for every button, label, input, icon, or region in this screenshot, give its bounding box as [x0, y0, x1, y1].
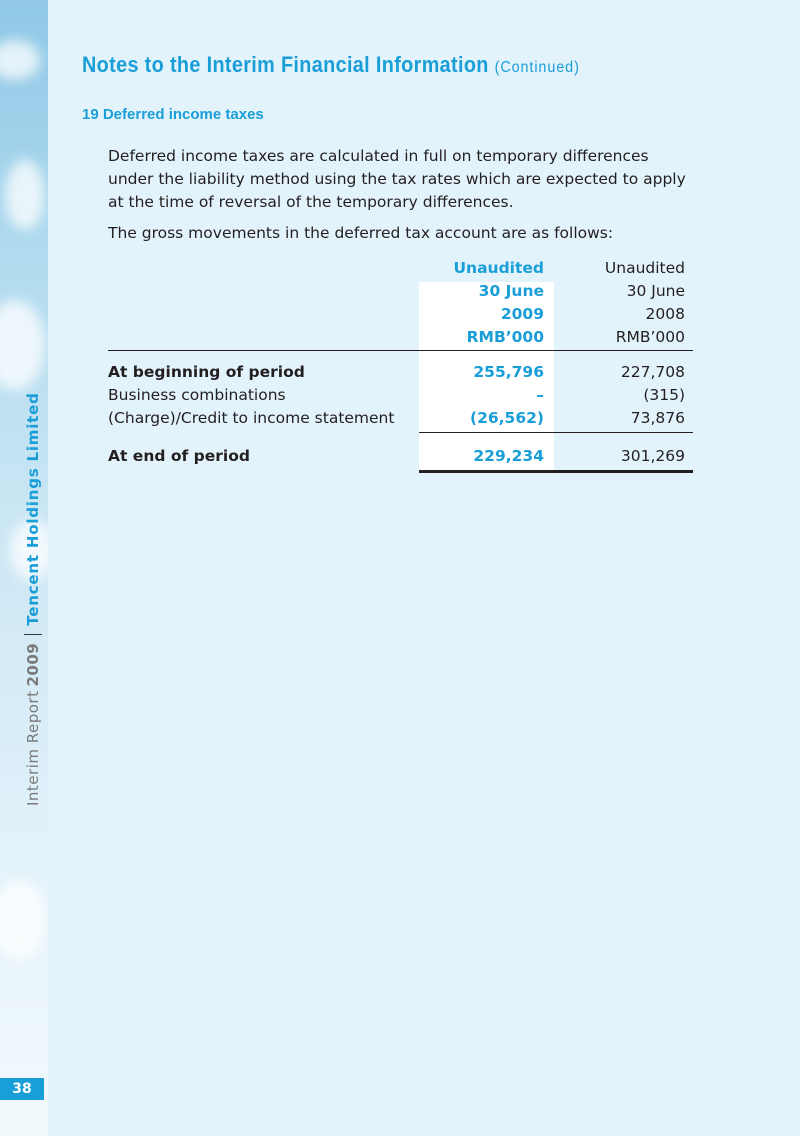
- footer-divider: [24, 634, 42, 635]
- col-header-2008-line4: RMB’000: [615, 328, 685, 346]
- row-charge-credit-2009: (26,562): [470, 409, 544, 427]
- total-label: At end of period: [108, 447, 250, 465]
- title-continued: (Continued): [494, 59, 580, 76]
- col-header-2009-line1: Unaudited: [453, 259, 544, 277]
- row-label-business-combinations: Business combinations: [108, 386, 286, 404]
- col-header-2008-line3: 2008: [645, 305, 685, 323]
- row-business-combinations-2008: (315): [643, 386, 685, 404]
- col-header-2009-line3: 2009: [500, 305, 544, 323]
- subtotal-rule: [419, 432, 693, 433]
- total-double-rule: [419, 470, 693, 473]
- page-title: [82, 52, 580, 78]
- table-header-rule: [108, 350, 693, 351]
- cloud-decoration: [5, 160, 45, 230]
- col-header-2009-line2: 30 June: [478, 282, 544, 300]
- paragraph-gross-movements: The gross movements in the deferred tax account are as follows:: [108, 224, 614, 242]
- col-header-2008-line2: 30 June: [626, 282, 685, 300]
- paragraph-deferred-taxes: Deferred income taxes are calculated in full on temporary differences under the liability method using the tax rates which are expected to apply at the time of reversal of the temporary differences.: [108, 147, 686, 211]
- cloud-decoration: [0, 300, 45, 390]
- total-2009: 229,234: [473, 447, 544, 465]
- col-header-2008-line1: Unaudited: [604, 259, 685, 277]
- row-label-charge-credit: (Charge)/Credit to income statement: [108, 409, 395, 427]
- row-beginning-2009: 255,796: [473, 363, 544, 381]
- report-label: Interim Report: [24, 690, 42, 806]
- cloud-decoration: [0, 40, 40, 80]
- total-2008: 301,269: [620, 447, 685, 465]
- side-running-footer: [24, 392, 42, 806]
- row-beginning-2008: 227,708: [620, 363, 685, 381]
- cloud-decoration: [0, 880, 47, 960]
- row-label-beginning: At beginning of period: [108, 363, 305, 381]
- row-business-combinations-2009: –: [536, 386, 544, 404]
- row-charge-credit-2008: 73,876: [630, 409, 685, 427]
- report-year: 2009: [24, 642, 42, 687]
- section-heading: 19 Deferred income taxes: [82, 106, 264, 123]
- company-name: Tencent Holdings Limited: [24, 392, 42, 626]
- page-number: 38: [0, 1078, 44, 1100]
- title-main: Notes to the Interim Financial Information: [82, 52, 489, 77]
- col-header-2009-line4: RMB’000: [466, 328, 544, 346]
